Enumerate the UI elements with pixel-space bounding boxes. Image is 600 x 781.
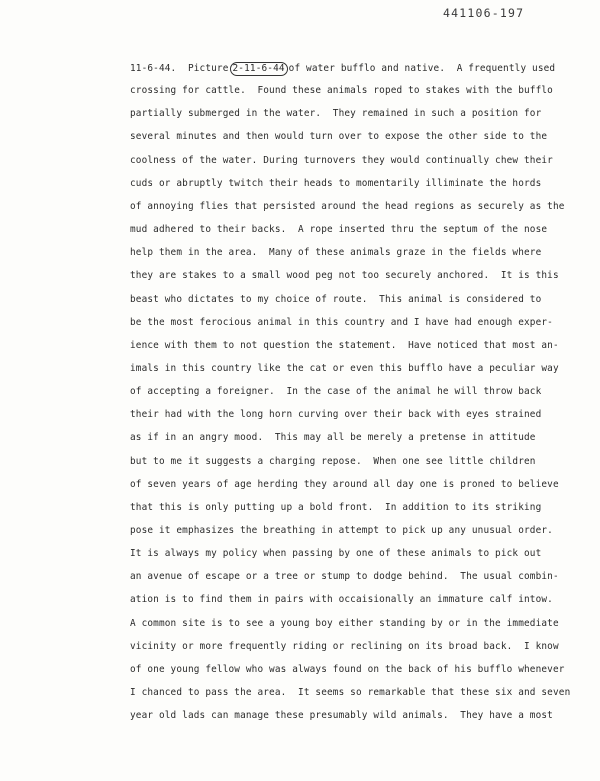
text-line-4: several minutes and then would turn over to expose the other side to the xyxy=(130,131,548,143)
text-line-12: be the most ferocious animal in this country and I have had enough exper- xyxy=(130,316,553,328)
text-line-13: ience with them to not question the statement. Have noticed that most an- xyxy=(130,339,559,351)
text-line-17: as if in an angry mood. This may all be merely a pretense in attitude xyxy=(130,432,536,444)
text-line-27: of one young fellow who was always found on the back of his bufflo whenever xyxy=(130,663,565,675)
text-line-28: I chanced to pass the area. It seems so remarkable that these six and seven xyxy=(130,687,571,699)
document-number: 441106-197 xyxy=(443,6,525,20)
text-line-8: mud adhered to their backs. A rope inserted thru the septum of the nose xyxy=(130,224,548,236)
line-1-rest: of water bufflo and native. A frequently used xyxy=(288,63,556,74)
text-line-11: beast who dictates to my choice of route. This animal is considered to xyxy=(130,293,542,305)
text-line-21: pose it emphasizes the breathing in attempt to pick up any unusual order. xyxy=(130,525,553,536)
text-line-26: vicinity or more frequently riding or reclining on its broad back. I know xyxy=(130,640,559,652)
picture-reference-circled: 2-11-6-44 xyxy=(230,62,288,76)
text-line-18: but to me it suggests a charging repose. When one see little children xyxy=(130,455,536,467)
text-line-5: coolness of the water. During turnovers they would continually chew their xyxy=(130,154,553,166)
text-line-16: their had with the long horn curving over their back with eyes strained xyxy=(130,409,542,421)
picture-label: Picture xyxy=(187,63,229,74)
text-line-3: partially submerged in the water. They remained in such a position for xyxy=(130,108,542,120)
text-line-22: It is always my policy when passing by one of these animals to pick out xyxy=(130,548,542,560)
text-line-14: imals in this country like the cat or even this bufflo have a peculiar way xyxy=(130,362,559,374)
text-line-9: help them in the area. Many of these animals graze in the fields where xyxy=(130,247,542,259)
text-line-2: crossing for cattle. Found these animals roped to stakes with the bufflo xyxy=(130,85,553,97)
text-line-15: of accepting a foreigner. In the case of the animal he will throw back xyxy=(130,386,542,398)
text-line-1 xyxy=(130,62,555,76)
text-line-29: year old lads can manage these presumably wild animals. They have a most xyxy=(130,710,553,722)
text-line-10: they are stakes to a small wood peg not too securely anchored. It is this xyxy=(130,270,559,282)
text-line-20: that this is only putting up a bold front. In addition to its striking xyxy=(130,501,542,513)
text-line-6: cuds or abruptly twitch their heads to momentarily illiminate the hords xyxy=(130,177,542,189)
text-line-7: of annoying flies that persisted around the head regions as securely as the xyxy=(130,200,565,212)
text-line-25: A common site is to see a young boy either standing by or in the immediate xyxy=(130,617,559,629)
text-line-24: ation is to find them in pairs with occaisionally an immature calf intow. xyxy=(130,594,553,606)
entry-date: 11-6-44. xyxy=(130,63,177,74)
text-line-23: an avenue of escape or a tree or stump to dodge behind. The usual combin- xyxy=(130,571,559,583)
text-line-19: of seven years of age herding they around all day one is proned to believe xyxy=(130,478,559,490)
